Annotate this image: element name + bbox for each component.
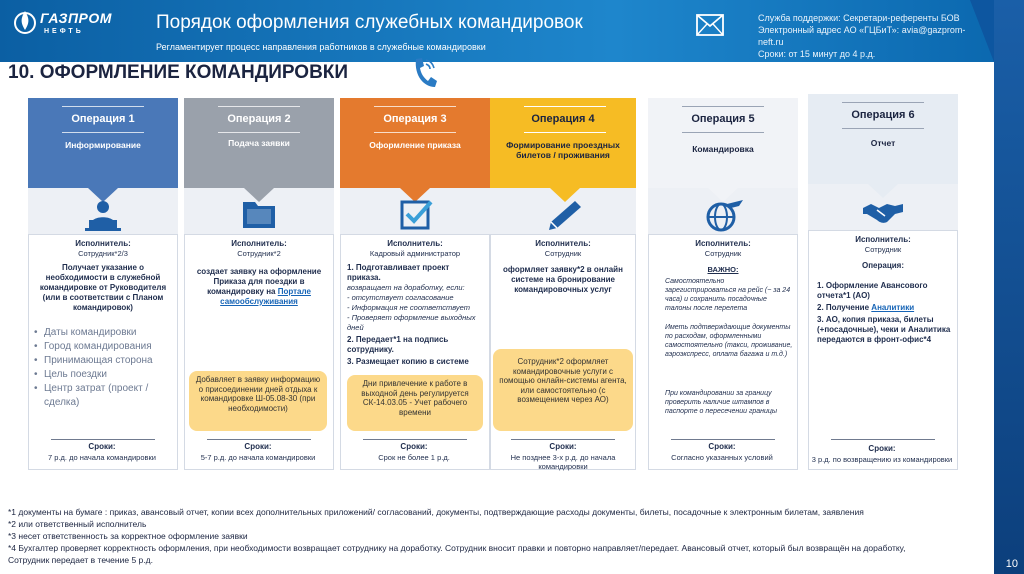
operation-5-card xyxy=(648,98,798,470)
pen-icon xyxy=(541,198,585,232)
step-3: 3. АО, копия приказа, билеты (+посадочные), чеки и Аналитика передаются в фронт-офис*4 xyxy=(817,315,951,344)
rule xyxy=(218,132,300,133)
trip-details-list xyxy=(34,326,174,410)
footnote-1: *1 документы на бумаге : приказ, авансовый отчет, копии всех дополнительных приложений/ согласований, документы, подтверждающие расходы документы, билеты, посадочные к электронным билетам, заявления xyxy=(8,507,864,517)
gazprom-neft-logo[interactable] xyxy=(14,8,114,38)
step-2-text: 2. Получение xyxy=(817,303,870,312)
rule xyxy=(682,132,764,133)
operation-3-header[interactable] xyxy=(340,98,490,188)
operation-3-note: Дни привлечение к работе в выходной день регулируется СК-14.03.05 - Учет рабочего времени xyxy=(347,375,483,431)
operation-5-header[interactable] xyxy=(648,98,798,188)
operation-name: Информирование xyxy=(65,140,141,150)
support-info xyxy=(758,12,978,60)
rule xyxy=(842,102,924,103)
rule xyxy=(524,132,606,133)
step-2 xyxy=(817,303,951,313)
deadline-label: Сроки: xyxy=(868,444,896,453)
operation-4-body xyxy=(490,234,636,470)
page-number: 10 xyxy=(1005,558,1018,570)
operation-4-note: Сотрудник*2 оформляет командировочные услуги с помощью онлайн-системы агента, или самостоятельно (с возмещением через АО) xyxy=(493,349,633,431)
deadline-label: Сроки: xyxy=(244,442,272,451)
rule xyxy=(62,106,144,107)
self-service-portal-link[interactable]: Портале самообслуживания xyxy=(220,287,311,306)
gazprom-flame-icon xyxy=(14,8,36,36)
right-accent-bar xyxy=(994,0,1024,574)
logo-sub: НЕФТЬ xyxy=(44,28,84,35)
support-line-4: Сроки: от 15 минут до 4 р.д. xyxy=(758,49,876,59)
list-item: • Цель поездки xyxy=(34,368,174,382)
operation-4-card xyxy=(490,98,636,470)
rule xyxy=(374,106,456,107)
step-1-item: - Проверяет оформление выходных дней xyxy=(347,313,476,332)
operation-name: Командировка xyxy=(692,144,754,154)
footnote-2: *2 или ответственный исполнитель xyxy=(8,519,147,529)
section-title: 10. ОФОРМЛЕНИЕ КОМАНДИРОВКИ xyxy=(8,62,349,83)
step-1-item: - отсутствует согласование xyxy=(347,293,454,302)
list-item: • Центр затрат (проект / сделка) xyxy=(34,382,174,410)
footnote-4: *4 Бухгалтер проверяет корректность оформления, при необходимости возвращает сотруднику на доработку. Сотрудник вносит правки и повторно направляет/передает. Авансовый отчет, который был возвращён на доработку, xyxy=(8,543,906,553)
rule xyxy=(682,106,764,107)
operation-name: Подача заявки xyxy=(228,138,290,148)
footnote-4-cont: Сотрудник передает в течение 5 р.д. xyxy=(8,555,153,565)
rule xyxy=(51,439,155,440)
deadline-value: Согласно указанных условий xyxy=(671,453,773,462)
step-1: 1. Оформление Авансового отчета*1 (АО) xyxy=(817,281,928,300)
step-2: 2. Передает*1 на подпись сотруднику. xyxy=(347,335,449,354)
operation-label: Операция: xyxy=(861,261,904,270)
list-item: • Даты командировки xyxy=(34,326,174,340)
checkbox-icon xyxy=(393,198,437,232)
footnotes xyxy=(8,506,988,566)
deadline-value: Срок не более 1 р.д. xyxy=(378,453,450,462)
deadline-label: Сроки: xyxy=(88,442,116,451)
operation-name: Отчет xyxy=(870,138,896,148)
operation-4-header[interactable] xyxy=(490,98,636,188)
person-at-laptop-icon xyxy=(81,198,125,232)
operation-number: Операция 6 xyxy=(851,109,915,121)
rule xyxy=(207,439,311,440)
operation-6-header[interactable] xyxy=(808,94,958,184)
operation-1-card xyxy=(28,98,178,470)
folder-icon xyxy=(237,198,281,232)
rule xyxy=(62,132,144,133)
operation-3-body xyxy=(340,234,490,470)
page-subtitle: Регламентирует процесс направления работников в служебные командировки xyxy=(156,42,486,52)
operation-1-header[interactable] xyxy=(28,98,178,188)
deadline-value: 7 р.д. до начала командировки xyxy=(48,453,156,462)
important-label: ВАЖНО: xyxy=(707,265,739,274)
footnote-3: *3 несет ответственность за корректное оформление заявки xyxy=(8,531,248,541)
list-item: Самостоятельно зарегистрироваться на рейс (~ за 24 часа) и сохранить посадочные талоны после перелета xyxy=(665,278,791,312)
operation-1-text: Получает указание о необходимости в служебной командировке от Руководителя (или в соответствии с Планом командировок) xyxy=(39,263,167,312)
list-item: При командировании за границу проверить наличие штампов в паспорте о пересечении границы xyxy=(665,390,778,415)
operation-3-card xyxy=(340,98,490,470)
executor-value: Сотрудник xyxy=(864,245,902,254)
rule xyxy=(363,439,467,440)
step-3: 3. Размещает копию в системе xyxy=(347,357,469,366)
page-title: Порядок оформления служебных командировок xyxy=(156,12,583,33)
step-1-sub: возвращает на доработку, если: xyxy=(347,283,465,292)
executor-label: Исполнитель: xyxy=(535,239,591,248)
operation-name: Оформление приказа xyxy=(369,140,461,150)
operation-number: Операция 3 xyxy=(383,113,447,125)
operation-name: Формирование проездных билетов / проживания xyxy=(506,140,620,160)
support-line-1: Служба поддержки: Секретари-референты БОВ xyxy=(758,13,960,23)
executor-label: Исполнитель: xyxy=(387,239,443,248)
operation-6-body xyxy=(808,230,958,470)
deadline-value: Не позднее 3-х р.д. до начала командировки xyxy=(510,453,616,471)
support-line-2: Электронный адрес АО «ГЦБиТ»: avia@gazprom- xyxy=(758,25,966,35)
support-line-3: neft.ru xyxy=(758,37,784,47)
rule xyxy=(831,439,935,440)
operation-5-body xyxy=(648,234,798,470)
logo-name: ГАЗПРОМ xyxy=(40,10,112,26)
rule xyxy=(842,128,924,129)
executor-label: Исполнитель: xyxy=(695,239,751,248)
operation-2-body xyxy=(184,234,334,470)
operation-2-note: Добавляет в заявку информацию о присоединении дней отдыха к командировке Ш-05.08-30 (при необходимости) xyxy=(189,371,327,431)
rule xyxy=(218,106,300,107)
executor-value: Сотрудник*2/3 xyxy=(78,249,128,258)
handshake-icon xyxy=(861,194,905,228)
operation-2-text xyxy=(191,267,327,307)
deadline-label: Сроки: xyxy=(708,442,736,451)
operation-number: Операция 4 xyxy=(531,113,595,125)
rule xyxy=(374,132,456,133)
deadline-label: Сроки: xyxy=(400,442,428,451)
list-item: Иметь подтверждающие документы по расходам, оформленными самостоятельно (такси, проживание, аэроэкспресс, оплата багажа и т.д.) xyxy=(665,324,793,358)
executor-value: Сотрудник xyxy=(544,249,582,258)
executor-value: Сотрудник*2 xyxy=(237,249,281,258)
globe-plane-icon xyxy=(701,198,745,232)
operation-2-text-main: создает заявку на оформление Приказа для поездки в командировку на xyxy=(196,267,322,296)
list-item: • Город командирования xyxy=(34,340,174,354)
rule xyxy=(511,439,615,440)
executor-value: Кадровый администратор xyxy=(369,249,461,258)
list-item: • Принимающая сторона xyxy=(34,354,174,368)
operation-number: Операция 2 xyxy=(227,113,291,125)
deadline-value: 5-7 р.д. до начала командировки xyxy=(200,453,316,462)
step-1: 1. Подготавливает проект приказа. xyxy=(347,263,450,282)
rule xyxy=(524,106,606,107)
mail-icon[interactable] xyxy=(696,14,724,36)
deadline-value: 3 р.д. по возвращению из командировки xyxy=(811,455,953,464)
executor-label: Исполнитель: xyxy=(231,239,287,248)
executor-value: Сотрудник xyxy=(704,249,742,258)
operation-4-text: оформляет заявку*2 в онлайн системе на бронирование командировочных услуг xyxy=(503,265,623,294)
executor-label: Исполнитель: xyxy=(855,235,911,244)
executor-label: Исполнитель: xyxy=(75,239,131,248)
operation-6-card xyxy=(808,94,958,470)
operation-2-card xyxy=(184,98,334,470)
phone-icon[interactable] xyxy=(410,56,438,90)
operation-number: Операция 1 xyxy=(71,113,135,125)
rule xyxy=(671,439,775,440)
deadline-label: Сроки: xyxy=(549,442,577,451)
operation-2-header[interactable] xyxy=(184,98,334,188)
analytics-link[interactable]: Аналитики xyxy=(871,303,915,312)
step-1-item: - Информация не соответствует xyxy=(347,303,471,312)
operation-number: Операция 5 xyxy=(691,113,755,125)
